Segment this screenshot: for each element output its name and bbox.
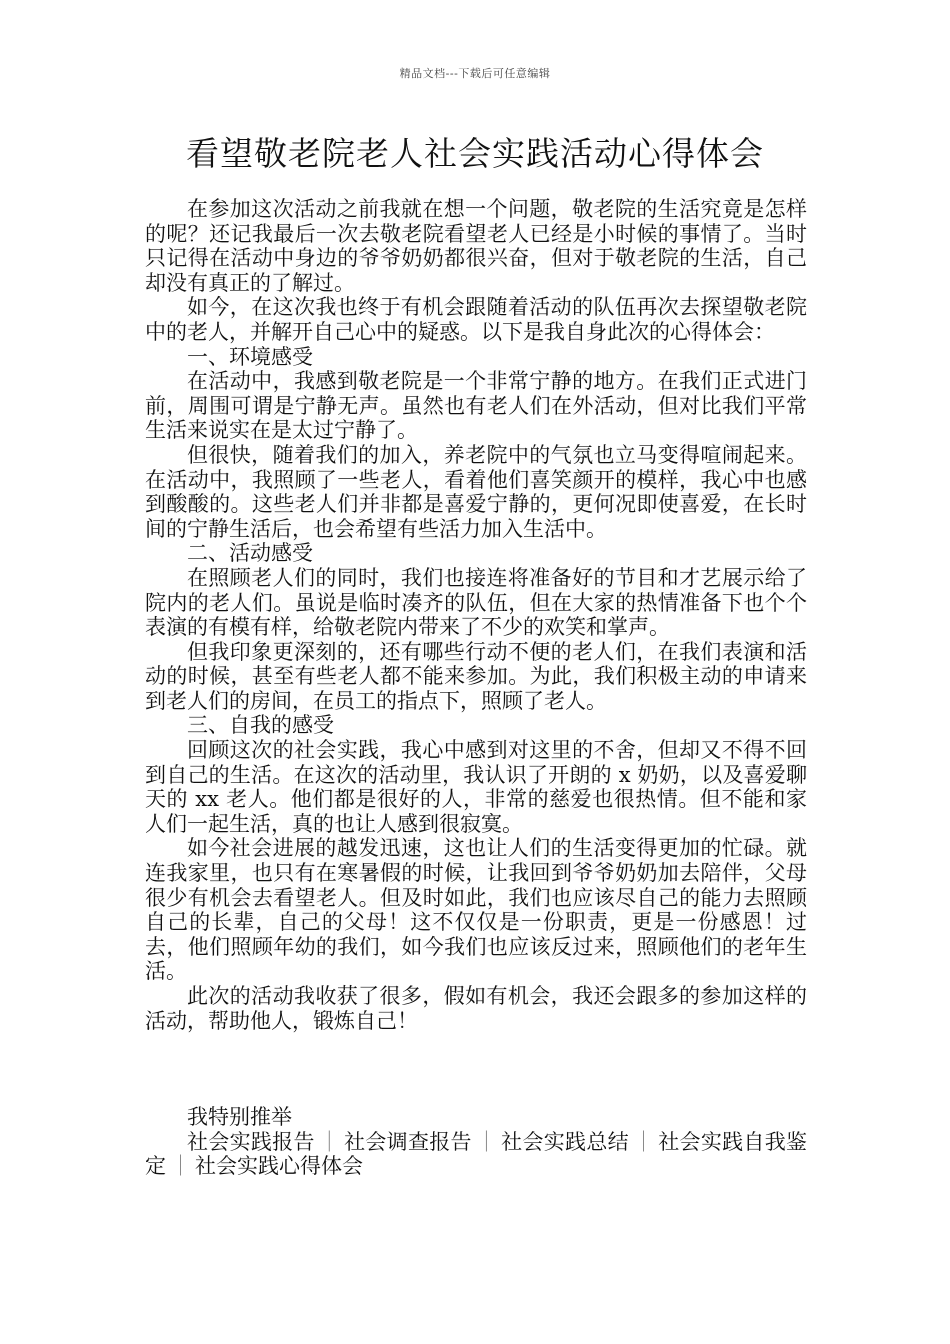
section-heading: 一、环境感受: [187, 344, 313, 369]
link-separator: ｜: [632, 1129, 655, 1154]
recommend-link[interactable]: 社会实践总结: [501, 1129, 629, 1154]
paragraph: 在活动中，我感到敬老院是一个非常宁静的地方。在我们正式进门前，周围可谓是宁静无声。虽然也有老人们在外活动，但对比我们平常生活来说实在是太过宁静了。: [145, 369, 807, 443]
paragraph: 如今，在这次我也终于有机会跟随着活动的队伍再次去探望敬老院中的老人，并解开自己心中的疑惑。以下是我自身此次的心得体会：: [145, 295, 807, 344]
recommend-link[interactable]: 社会实践自我鉴定: [145, 1129, 808, 1179]
recommend-links: [145, 1130, 807, 1179]
paragraph: 但很快，随着我们的加入，养老院中的气氛也立马变得喧闹起来。在活动中，我照顾了一些老人，看着他们喜笑颜开的模样，我心中也感到酸酸的。这些老人们并非都是喜爱宁静的，更何况即使喜爱，在长时间的宁静生活后，也会希望有些活力加入生活中。: [145, 442, 807, 541]
paragraph: 但我印象更深刻的，还有哪些行动不便的老人们，在我们表演和活动的时候，甚至有些老人都不能来参加。为此，我们积极主动的申请来到老人们的房间，在员工的指点下，照顾了老人。: [145, 639, 807, 713]
link-separator: ｜: [170, 1154, 191, 1179]
paragraph: 在照顾老人们的同时，我们也接连将准备好的节目和才艺展示给了院内的老人们。虽说是临时凑齐的队伍，但在大家的热情准备下也个个表演的有模有样，给敬老院内带来了不少的欢笑和掌声。: [145, 565, 807, 640]
paragraph: 此次的活动我收获了很多，假如有机会，我还会跟多的参加这样的活动，帮助他人，锻炼自己！: [145, 984, 807, 1033]
recommend-link[interactable]: 社会调查报告: [344, 1129, 472, 1154]
recommend-link[interactable]: 社会实践心得体会: [195, 1154, 363, 1179]
spacer: [145, 1033, 807, 1105]
link-separator: ｜: [318, 1129, 341, 1154]
recommend-label: 我特别推举: [187, 1105, 292, 1130]
document-title: 看望敬老院老人社会实践活动心得体会: [186, 134, 764, 173]
header-note: 精品文档---下载后可任意编辑: [399, 67, 551, 80]
document-body: [145, 197, 807, 1179]
paragraph: 在参加这次活动之前我就在想一个问题，敬老院的生活究竟是怎样的呢？还记我最后一次去敬老院看望老人已经是小时候的事情了。当时只记得在活动中身边的爷爷奶奶都很兴奋，但对于敬老院的生活，自己却没有真正的了解过。: [145, 197, 807, 295]
section-heading: 三、自我的感受: [187, 713, 334, 738]
paragraph: 回顾这次的社会实践，我心中感到对这里的不舍，但却又不得不回到自己的生活。在这次的活动里，我认识了开朗的 x 奶奶，以及喜爱聊天的 xx 老人。他们都是很好的人，非常的慈爱也很热情。但不能和家人们一起生活，真的也让人感到很寂寞。: [145, 738, 807, 836]
section-heading: 二、活动感受: [187, 541, 313, 566]
recommend-link[interactable]: 社会实践报告: [187, 1129, 315, 1154]
link-separator: ｜: [475, 1129, 498, 1154]
paragraph: 如今社会进展的越发迅速，这也让人们的生活变得更加的忙碌。就连我家里，也只有在寒暑假的时候，让我回到爷爷奶奶加去陪伴，父母很少有机会去看望老人。但及时如此，我们也应该尽自己的能力去照顾自己的长辈，自己的父母！这不仅仅是一份职责，更是一份感恩！过去，他们照顾年幼的我们，如今我们也应该反过来，照顾他们的老年生活。: [145, 836, 807, 984]
